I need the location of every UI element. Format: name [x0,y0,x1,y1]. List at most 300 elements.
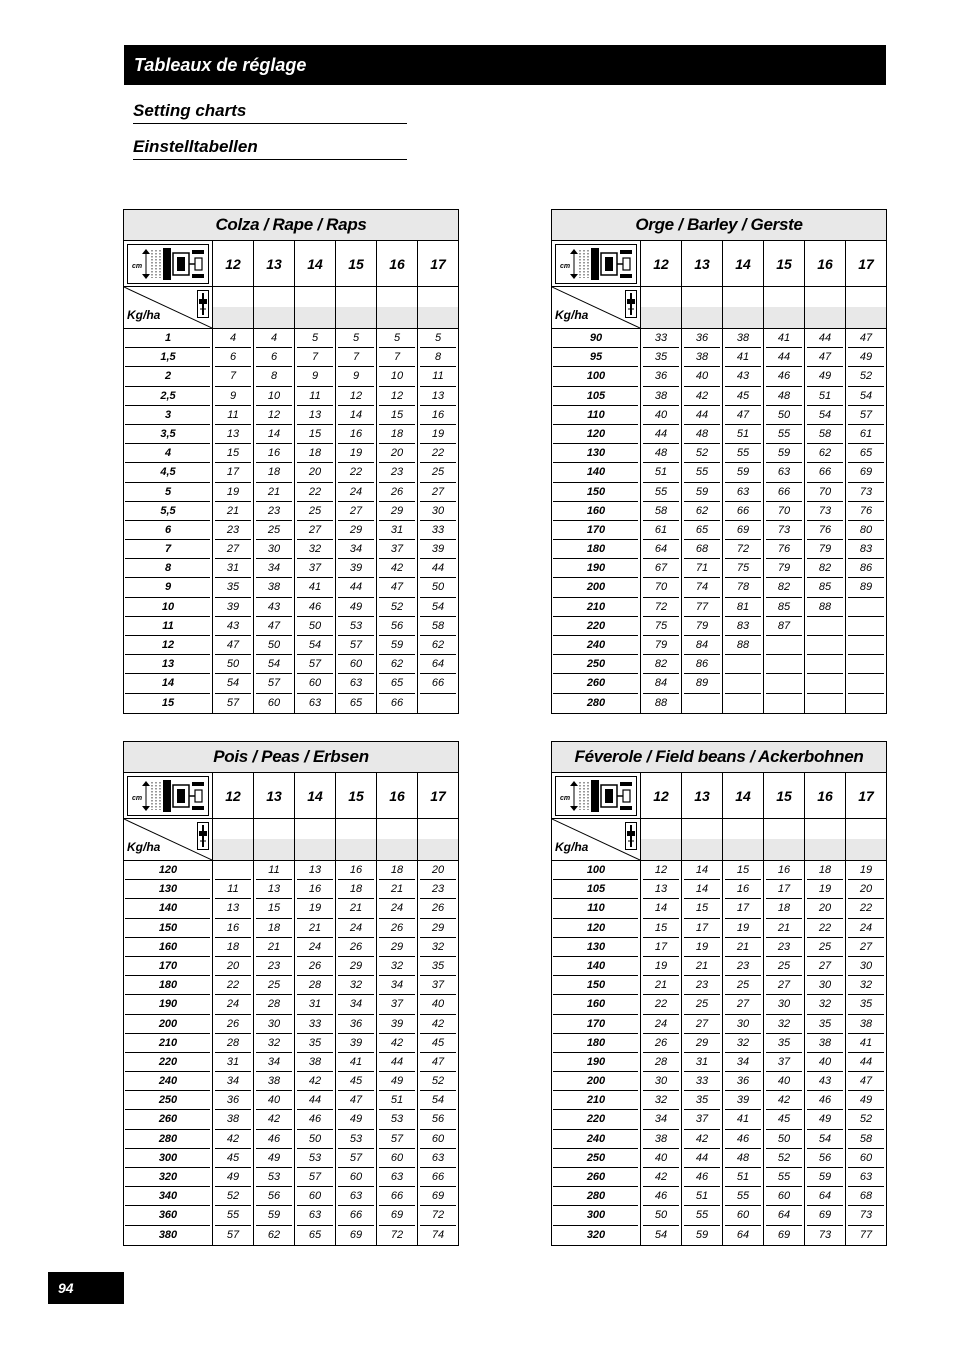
setting-value-cell: 55 [682,463,723,482]
setting-value-cell: 50 [418,578,458,597]
seed-rate-cell: 100 [552,367,641,386]
setting-value-cell: 86 [682,655,723,674]
setting-value-cell [846,655,886,674]
setting-value-cell: 69 [377,1206,418,1225]
setting-value-cell: 32 [418,938,458,957]
table-row [124,483,458,502]
seed-rate-cell: 280 [552,694,641,713]
table-row [124,1053,458,1072]
setting-value-cell: 76 [805,521,846,540]
width-column-header: 16 [805,773,846,818]
setting-value-cell: 35 [641,348,682,367]
setting-value-cell: 29 [336,521,377,540]
seed-rate-cell: 200 [552,1072,641,1091]
setting-value-cell: 60 [295,674,336,693]
setting-value-cell: 26 [213,1015,254,1034]
seed-rate-cell: 250 [552,1149,641,1168]
setting-value-cell: 40 [641,406,682,425]
setting-value-cell: 88 [723,636,764,655]
seed-rate-cell: 180 [552,540,641,559]
setting-value-cell: 46 [764,367,805,386]
setting-value-cell: 32 [846,976,886,995]
setting-value-cell: 59 [723,463,764,482]
table-row [124,1149,458,1168]
table-row [124,406,458,425]
setting-value-cell: 35 [295,1034,336,1053]
setting-value-cell: 14 [254,425,295,444]
page-number: 94 [48,1272,124,1304]
table-row [552,617,886,636]
setting-value-cell: 73 [805,502,846,521]
setting-value-cell: 62 [377,655,418,674]
setting-value-cell: 18 [213,938,254,957]
header-spacer [682,287,723,328]
setting-value-cell: 15 [377,406,418,425]
table-row [124,578,458,597]
table-row [552,1015,886,1034]
table-row [552,483,886,502]
setting-value-cell: 46 [682,1168,723,1187]
setting-value-cell: 7 [295,348,336,367]
seed-rate-cell: 250 [124,1091,213,1110]
setting-value-cell: 41 [764,329,805,348]
table-row [124,387,458,406]
setting-value-cell: 10 [377,367,418,386]
seed-rate-cell: 2 [124,367,213,386]
setting-value-cell: 13 [418,387,458,406]
setting-value-cell: 64 [641,540,682,559]
seed-rate-cell: 190 [124,995,213,1014]
setting-value-cell: 5 [377,329,418,348]
seed-rate-cell: 240 [552,1130,641,1149]
setting-value-cell: 15 [641,919,682,938]
setting-value-cell: 47 [377,578,418,597]
setting-value-cell: 51 [723,1168,764,1187]
setting-value-cell: 25 [764,957,805,976]
setting-value-cell: 47 [805,348,846,367]
setting-value-cell: 21 [764,919,805,938]
setting-value-cell: 13 [213,425,254,444]
setting-value-cell: 48 [764,387,805,406]
table-row [124,636,458,655]
setting-value-cell: 37 [764,1053,805,1072]
seed-rate-cell: 280 [552,1187,641,1206]
table-row [552,367,886,386]
seed-rate-cell: 15 [124,694,213,713]
setting-value-cell: 36 [682,329,723,348]
setting-value-cell: 52 [846,1110,886,1129]
setting-value-cell: 16 [418,406,458,425]
setting-value-cell: 40 [764,1072,805,1091]
width-column-header: 17 [430,787,446,804]
width-column-header: 12 [641,773,682,818]
setting-value-cell: 62 [418,636,458,655]
setting-value-cell: 60 [336,655,377,674]
setting-value-cell: 36 [336,1015,377,1034]
setting-value-cell: 63 [723,483,764,502]
setting-value-cell: 55 [682,1206,723,1225]
table-row [124,655,458,674]
setting-value-cell: 57 [336,1149,377,1168]
table-row [124,348,458,367]
unit-cell [552,287,641,328]
setting-value-cell: 49 [336,598,377,617]
setting-value-cell: 74 [682,578,723,597]
width-column-header: 14 [723,241,764,286]
table-row [124,976,458,995]
setting-value-cell [846,617,886,636]
setting-value-cell: 11 [418,367,458,386]
setting-value-cell: 11 [213,880,254,899]
setting-value-cell: 17 [641,938,682,957]
setting-value-cell: 42 [641,1168,682,1187]
setting-value-cell: 11 [254,861,295,880]
setting-value-cell: 14 [641,899,682,918]
table-row [552,995,886,1014]
setting-value-cell: 51 [723,425,764,444]
setting-value-cell: 19 [682,938,723,957]
seed-rate-cell: 200 [552,578,641,597]
setting-value-cell: 16 [295,880,336,899]
setting-value-cell: 24 [846,919,886,938]
setting-value-cell: 13 [295,861,336,880]
width-column-header: 15 [336,773,377,818]
setting-value-cell: 83 [723,617,764,636]
setting-value-cell: 54 [805,1130,846,1149]
setting-value-cell: 35 [846,995,886,1014]
seed-rate-cell: 13 [124,655,213,674]
setting-value-cell: 20 [295,463,336,482]
unit-cell [124,819,213,860]
setting-value-cell: 54 [418,1091,458,1110]
setting-value-cell: 42 [377,1034,418,1053]
setting-value-cell: 38 [254,1072,295,1091]
setting-value-cell: 23 [418,880,458,899]
table-row [552,880,886,899]
setting-value-cell: 32 [641,1091,682,1110]
setting-value-cell: 79 [805,540,846,559]
setting-value-cell: 87 [764,617,805,636]
setting-value-cell: 55 [764,1168,805,1187]
table-row [552,899,886,918]
setting-value-cell: 38 [846,1015,886,1034]
table-row [552,694,886,713]
seed-rate-cell: 220 [552,1110,641,1129]
setting-value-cell: 64 [764,1206,805,1225]
seed-rate-cell: 120 [552,919,641,938]
setting-value-cell: 65 [846,444,886,463]
setting-value-cell [723,694,764,713]
table-row [124,598,458,617]
seed-drill-icon [124,773,213,818]
setting-value-cell: 21 [254,938,295,957]
setting-value-cell: 56 [805,1149,846,1168]
header-spacer [641,287,682,328]
seed-rate-cell: 140 [552,957,641,976]
setting-value-cell: 27 [213,540,254,559]
setting-value-cell: 43 [254,598,295,617]
setting-value-cell: 72 [641,598,682,617]
setting-value-cell: 37 [377,540,418,559]
setting-value-cell: 22 [846,899,886,918]
header-spacer [213,287,254,328]
table-row [552,540,886,559]
chart-pois [123,741,459,1246]
setting-value-cell: 71 [682,559,723,578]
unit-cell [124,287,213,328]
setting-value-cell: 21 [254,483,295,502]
setting-value-cell: 32 [254,1034,295,1053]
table-row [552,406,886,425]
table-row [124,880,458,899]
seed-rate-cell: 3,5 [124,425,213,444]
setting-value-cell: 9 [213,387,254,406]
setting-value-cell: 49 [336,1110,377,1129]
table-row [124,1034,458,1053]
setting-value-cell: 29 [418,919,458,938]
setting-value-cell: 44 [377,1053,418,1072]
seed-rate-cell: 250 [552,655,641,674]
setting-value-cell: 55 [764,425,805,444]
setting-value-cell: 50 [254,636,295,655]
setting-value-cell: 35 [418,957,458,976]
seed-rate-cell: 150 [124,919,213,938]
setting-value-cell: 25 [295,502,336,521]
cm-label: cm [132,794,143,802]
setting-value-cell: 4 [254,329,295,348]
setting-value-cell: 14 [682,861,723,880]
setting-value-cell: 28 [641,1053,682,1072]
setting-value-cell: 58 [418,617,458,636]
seed-rate-cell: 1,5 [124,348,213,367]
setting-value-cell: 22 [805,919,846,938]
seed-rate-cell: 240 [124,1072,213,1091]
setting-value-cell: 46 [295,598,336,617]
table-row [124,502,458,521]
table-row [552,559,886,578]
setting-value-cell: 25 [418,463,458,482]
lever-icon [625,822,637,850]
setting-value-cell: 14 [682,880,723,899]
header-spacer [723,287,764,328]
setting-value-cell: 24 [295,938,336,957]
setting-value-cell: 21 [682,957,723,976]
setting-value-cell: 63 [846,1168,886,1187]
setting-value-cell: 9 [295,367,336,386]
setting-value-cell: 16 [723,880,764,899]
setting-value-cell: 63 [336,674,377,693]
setting-value-cell: 62 [682,502,723,521]
setting-value-cell: 54 [846,387,886,406]
seed-rate-cell: 240 [552,636,641,655]
setting-value-cell: 66 [418,1168,458,1187]
seed-rate-cell: 380 [124,1226,213,1245]
setting-value-cell: 36 [723,1072,764,1091]
chart-title: Pois / Peas / Erbsen [124,742,458,773]
setting-value-cell: 64 [418,655,458,674]
setting-value-cell: 55 [213,1206,254,1225]
header-spacer [641,819,682,860]
seed-rate-cell: 2,5 [124,387,213,406]
setting-value-cell: 66 [377,1187,418,1206]
seed-rate-cell: 190 [552,559,641,578]
table-row [552,674,886,693]
setting-value-cell: 54 [641,1226,682,1245]
setting-value-cell: 63 [418,1149,458,1168]
setting-value-cell: 34 [723,1053,764,1072]
unit-header-row [552,287,886,329]
setting-value-cell: 52 [764,1149,805,1168]
seed-rate-cell: 170 [124,957,213,976]
subtitle-english: Setting charts [133,100,407,124]
table-row [124,694,458,713]
setting-value-cell: 44 [418,559,458,578]
setting-value-cell: 21 [723,938,764,957]
setting-value-cell: 45 [336,1072,377,1091]
seed-rate-cell: 9 [124,578,213,597]
seed-rate-cell: 160 [552,502,641,521]
seed-rate-cell: 90 [552,329,641,348]
setting-value-cell: 37 [295,559,336,578]
setting-value-cell: 6 [254,348,295,367]
table-row [552,598,886,617]
setting-value-cell: 65 [336,694,377,713]
setting-value-cell: 47 [723,406,764,425]
setting-value-cell: 83 [846,540,886,559]
setting-value-cell: 88 [805,598,846,617]
table-row [552,521,886,540]
setting-value-cell: 19 [213,483,254,502]
setting-value-cell: 40 [418,995,458,1014]
seed-rate-cell: 160 [552,995,641,1014]
table-row [124,1226,458,1245]
seed-rate-cell: 8 [124,559,213,578]
table-row [124,899,458,918]
setting-value-cell: 45 [723,387,764,406]
setting-value-cell: 57 [846,406,886,425]
header-spacer [805,819,846,860]
subtitle-german: Einstelltabellen [133,136,407,160]
header-spacer [377,287,418,328]
setting-value-cell: 79 [682,617,723,636]
setting-value-cell: 66 [805,463,846,482]
table-row [124,329,458,348]
setting-value-cell: 44 [336,578,377,597]
setting-value-cell: 38 [213,1110,254,1129]
setting-value-cell: 46 [295,1110,336,1129]
setting-value-cell: 32 [336,976,377,995]
header-spacer [764,819,805,860]
setting-value-cell: 59 [254,1206,295,1225]
setting-value-cell: 29 [336,957,377,976]
setting-value-cell: 32 [295,540,336,559]
setting-value-cell: 33 [295,1015,336,1034]
setting-value-cell: 31 [377,521,418,540]
table-row [124,995,458,1014]
setting-value-cell: 21 [295,919,336,938]
table-row [552,1034,886,1053]
table-row [552,425,886,444]
setting-value-cell: 68 [682,540,723,559]
width-column-header: 12 [641,241,682,286]
setting-value-cell: 23 [723,957,764,976]
setting-value-cell: 32 [805,995,846,1014]
setting-value-cell: 30 [418,502,458,521]
table-row [552,655,886,674]
setting-value-cell: 15 [682,899,723,918]
setting-value-cell: 57 [295,1168,336,1187]
setting-value-cell: 30 [846,957,886,976]
setting-value-cell: 52 [377,598,418,617]
setting-value-cell: 49 [254,1149,295,1168]
unit-cell [552,819,641,860]
seed-rate-cell: 110 [552,406,641,425]
setting-value-cell: 8 [254,367,295,386]
setting-value-cell: 26 [336,938,377,957]
setting-value-cell: 30 [254,540,295,559]
setting-value-cell: 69 [336,1226,377,1245]
table-row [124,559,458,578]
setting-value-cell: 72 [418,1206,458,1225]
seed-rate-cell: 1 [124,329,213,348]
setting-value-cell: 22 [336,463,377,482]
setting-value-cell: 54 [295,636,336,655]
setting-value-cell: 17 [213,463,254,482]
setting-value-cell: 72 [377,1226,418,1245]
table-row [552,1072,886,1091]
header-spacer [254,287,295,328]
setting-value-cell: 46 [641,1187,682,1206]
unit-label: Kg/ha [127,840,161,854]
chart-title: Colza / Rape / Raps [124,210,458,241]
seed-rate-cell: 160 [124,938,213,957]
table-row [552,636,886,655]
setting-value-cell: 60 [377,1149,418,1168]
seed-rate-cell: 300 [552,1206,641,1225]
setting-value-cell: 43 [723,367,764,386]
setting-value-cell: 60 [418,1130,458,1149]
setting-value-cell: 69 [764,1226,805,1245]
table-row [124,1206,458,1225]
setting-value-cell: 57 [295,655,336,674]
table-row [124,861,458,880]
setting-value-cell: 54 [213,674,254,693]
seed-rate-cell: 220 [124,1053,213,1072]
setting-value-cell: 52 [213,1187,254,1206]
setting-value-cell: 38 [805,1034,846,1053]
seed-rate-cell: 120 [124,861,213,880]
setting-value-cell: 55 [641,483,682,502]
width-column-header: 16 [377,773,418,818]
setting-value-cell: 50 [641,1206,682,1225]
setting-value-cell: 26 [418,899,458,918]
seed-rate-cell: 190 [552,1053,641,1072]
table-row [552,1187,886,1206]
setting-value-cell: 13 [641,880,682,899]
setting-value-cell: 70 [805,483,846,502]
setting-value-cell: 40 [805,1053,846,1072]
setting-value-cell: 21 [336,899,377,918]
setting-value-cell: 23 [213,521,254,540]
seed-rate-cell: 110 [552,899,641,918]
seed-rate-cell: 5,5 [124,502,213,521]
width-column-header: 12 [213,773,254,818]
setting-value-cell: 65 [295,1226,336,1245]
setting-value-cell: 30 [764,995,805,1014]
setting-value-cell: 30 [641,1072,682,1091]
setting-value-cell: 28 [254,995,295,1014]
setting-value-cell: 42 [764,1091,805,1110]
